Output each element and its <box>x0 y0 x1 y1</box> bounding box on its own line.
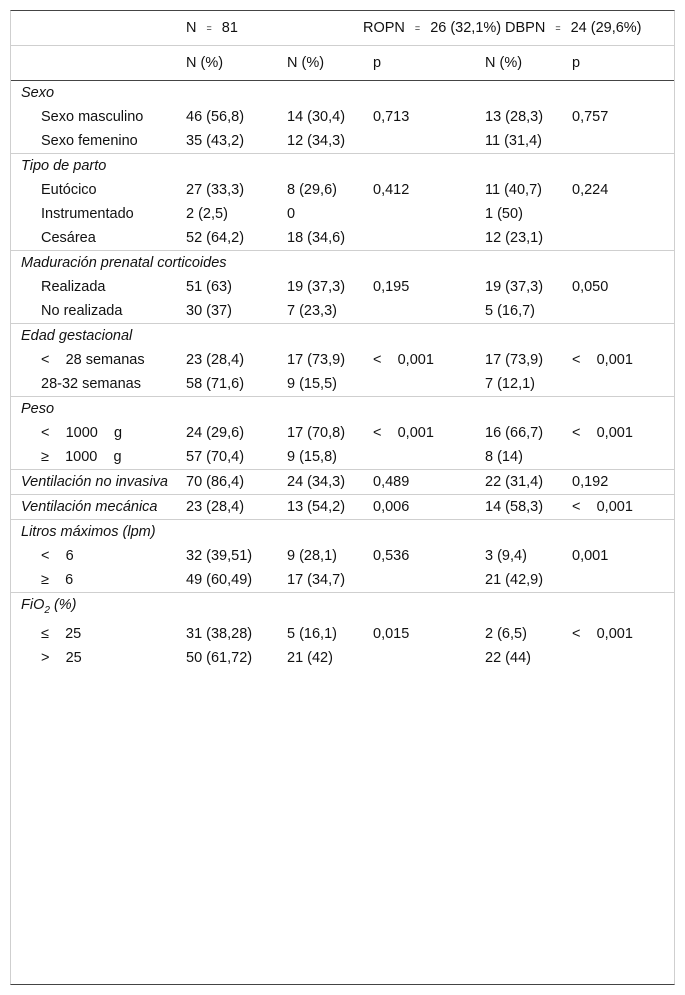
table-row <box>11 544 674 568</box>
table-row <box>11 470 674 495</box>
cell-p2 <box>562 299 674 324</box>
cell-p1: 0,412 <box>373 182 410 199</box>
cell-p2: < 0,001 <box>572 425 633 442</box>
cell-n: 23 (28,4) <box>186 352 245 369</box>
cell-ropn: 19 (37,3) <box>287 279 346 296</box>
cell-dbpn: 13 (28,3) <box>485 109 544 126</box>
row-label: Instrumentado <box>41 206 134 223</box>
cell-dbpn: 22 (31,4) <box>475 470 562 495</box>
cell-dbpn: 17 (73,9) <box>485 352 544 369</box>
subheader-cell: N (%) <box>277 46 363 81</box>
data-table <box>11 11 674 670</box>
cell-n: 31 (38,28) <box>186 626 253 643</box>
cell-n: 23 (28,4) <box>176 495 277 520</box>
cell-n: 30 (37) <box>186 303 232 320</box>
table-row <box>11 178 674 202</box>
cell-dbpn: 1 (50) <box>485 206 523 223</box>
cell-p1: 0,006 <box>363 495 475 520</box>
cell-ropn: 21 (42) <box>287 650 333 667</box>
section-header-row <box>11 154 674 179</box>
cell-ropn: 12 (34,3) <box>287 133 346 150</box>
cell-dbpn: 8 (14) <box>485 449 523 466</box>
row-label: Eutócico <box>41 182 97 199</box>
cell-p2 <box>562 202 674 226</box>
cell-n: 46 (56,8) <box>186 109 245 126</box>
table-row <box>11 495 674 520</box>
header-total: N = 81 <box>176 11 363 46</box>
cell-n: 27 (33,3) <box>186 182 245 199</box>
section-title: Sexo <box>21 85 55 102</box>
cell-p1: 0,195 <box>373 279 410 296</box>
cell-n: 50 (61,72) <box>186 650 253 667</box>
cell-n: 52 (64,2) <box>186 230 245 247</box>
cell-n: 49 (60,49) <box>186 572 253 589</box>
section-title: Peso <box>11 397 674 422</box>
subheader-cell: N (%) <box>475 46 562 81</box>
cell-n: 2 (2,5) <box>186 206 228 223</box>
cell-ropn: 5 (16,1) <box>287 626 337 643</box>
cell-dbpn: 12 (23,1) <box>485 230 544 247</box>
cell-dbpn: 11 (31,4) <box>485 133 542 150</box>
cell-p2 <box>562 646 674 670</box>
row-label: < 1000 g <box>41 425 123 442</box>
subheader-cell: p <box>363 46 475 81</box>
section-title: Edad gestacional <box>11 324 674 349</box>
cell-p2 <box>562 226 674 251</box>
section-header-row <box>11 593 674 622</box>
cell-p2: < 0,001 <box>572 626 633 643</box>
cell-n: 57 (70,4) <box>186 449 245 466</box>
row-label: < 6 <box>41 548 74 565</box>
cell-p1 <box>363 299 475 324</box>
cell-dbpn: 3 (9,4) <box>485 548 527 565</box>
table-body <box>11 81 674 670</box>
cell-p2 <box>562 445 674 470</box>
cell-dbpn: 19 (37,3) <box>485 279 544 296</box>
subheader-row <box>11 46 674 81</box>
cell-n: 51 (63) <box>186 279 232 296</box>
cell-p2: 0,001 <box>572 548 609 565</box>
cell-p2: 0,192 <box>562 470 674 495</box>
header-dbpn: DBPN = 24 (29,6%) <box>475 11 674 46</box>
section-header-row <box>11 251 674 276</box>
cell-dbpn: 11 (40,7) <box>485 182 542 199</box>
table-row <box>11 445 674 470</box>
cell-n: 35 (43,2) <box>186 133 245 150</box>
row-label: No realizada <box>41 303 123 320</box>
cell-ropn: 8 (29,6) <box>287 182 337 199</box>
cell-dbpn: 22 (44) <box>485 650 531 667</box>
cell-p1 <box>363 646 475 670</box>
cell-dbpn: 2 (6,5) <box>485 626 527 643</box>
table-row <box>11 129 674 154</box>
row-label: > 25 <box>41 650 82 667</box>
cell-ropn: 17 (34,7) <box>287 572 346 589</box>
table-row <box>11 299 674 324</box>
cell-n: 70 (86,4) <box>176 470 277 495</box>
section-title: FiO$_2$ (%) <box>11 593 674 622</box>
cell-p2 <box>562 372 674 397</box>
table-row <box>11 105 674 129</box>
cell-n: 32 (39,51) <box>186 548 253 565</box>
row-label: Cesárea <box>41 230 96 247</box>
cell-dbpn: 14 (58,3) <box>475 495 562 520</box>
section-title: Maduración prenatal corticoides <box>11 251 674 276</box>
cell-p1: 0,015 <box>373 626 410 643</box>
cell-p1 <box>363 568 475 593</box>
cell-p1 <box>363 372 475 397</box>
cell-p1 <box>363 445 475 470</box>
row-label: Ventilación no invasiva <box>11 470 176 495</box>
cell-p1: < 0,001 <box>373 352 434 369</box>
section-header-row <box>11 324 674 349</box>
cell-p2: 0,757 <box>572 109 609 126</box>
cell-ropn: 17 (73,9) <box>287 352 346 369</box>
row-label: 28-32 semanas <box>41 376 141 393</box>
cell-ropn: 9 (15,5) <box>287 376 337 393</box>
row-label: ≥ 1000 g <box>41 449 122 466</box>
cell-ropn: 9 (15,8) <box>287 449 337 466</box>
cell-p1 <box>363 129 475 154</box>
row-label: Realizada <box>41 279 106 296</box>
cell-ropn: 24 (34,3) <box>277 470 363 495</box>
cell-p1: < 0,001 <box>373 425 434 442</box>
table-row <box>11 622 674 646</box>
cell-p2: 0,050 <box>572 279 609 296</box>
section-title: Litros máximos (lpm) <box>11 520 674 545</box>
cell-ropn: 9 (28,1) <box>287 548 337 565</box>
cell-ropn: 13 (54,2) <box>277 495 363 520</box>
cell-dbpn: 16 (66,7) <box>485 425 544 442</box>
row-label: Ventilación mecánica <box>11 495 176 520</box>
cell-p1: 0,489 <box>363 470 475 495</box>
cell-ropn: 17 (70,8) <box>287 425 346 442</box>
cell-ropn: 18 (34,6) <box>287 230 346 247</box>
table-row <box>11 568 674 593</box>
header-ropn: ROPN = 26 (32,1%) <box>363 11 475 46</box>
header-empty-cell <box>11 11 176 46</box>
cell-ropn: 7 (23,3) <box>287 303 337 320</box>
table-row <box>11 275 674 299</box>
cell-ropn: 14 (30,4) <box>287 109 346 126</box>
cell-p1 <box>363 226 475 251</box>
subheader-cell: N (%) <box>176 46 277 81</box>
cell-p2: 0,224 <box>572 182 609 199</box>
row-label: < 28 semanas <box>41 352 145 369</box>
cell-p2 <box>562 129 674 154</box>
section-header-row <box>11 81 674 106</box>
subheader-cell: p <box>562 46 674 81</box>
cell-p2 <box>562 568 674 593</box>
cell-p2: < 0,001 <box>562 495 674 520</box>
cell-dbpn: 21 (42,9) <box>485 572 544 589</box>
row-label: Sexo masculino <box>41 109 144 126</box>
cell-dbpn: 5 (16,7) <box>485 303 535 320</box>
cell-n: 24 (29,6) <box>186 425 245 442</box>
cell-n: 58 (71,6) <box>186 376 245 393</box>
table-row <box>11 646 674 670</box>
row-label: ≤ 25 <box>41 626 82 643</box>
section-title: Tipo de parto <box>11 154 674 179</box>
cell-ropn: 0 <box>287 206 296 223</box>
cell-p1 <box>363 202 475 226</box>
cell-p1: 0,536 <box>373 548 410 565</box>
table-row <box>11 348 674 372</box>
section-header-row <box>11 397 674 422</box>
section-header-row <box>11 520 674 545</box>
table-row <box>11 202 674 226</box>
header-row <box>11 11 674 46</box>
table-row <box>11 372 674 397</box>
subheader-empty-cell <box>11 46 176 81</box>
cell-dbpn: 7 (12,1) <box>485 376 535 393</box>
cell-p2: < 0,001 <box>572 352 633 369</box>
table-row <box>11 226 674 251</box>
cell-p1: 0,713 <box>373 109 410 126</box>
row-label: ≥ 6 <box>41 572 74 589</box>
table-row <box>11 421 674 445</box>
row-label: Sexo femenino <box>41 133 138 150</box>
